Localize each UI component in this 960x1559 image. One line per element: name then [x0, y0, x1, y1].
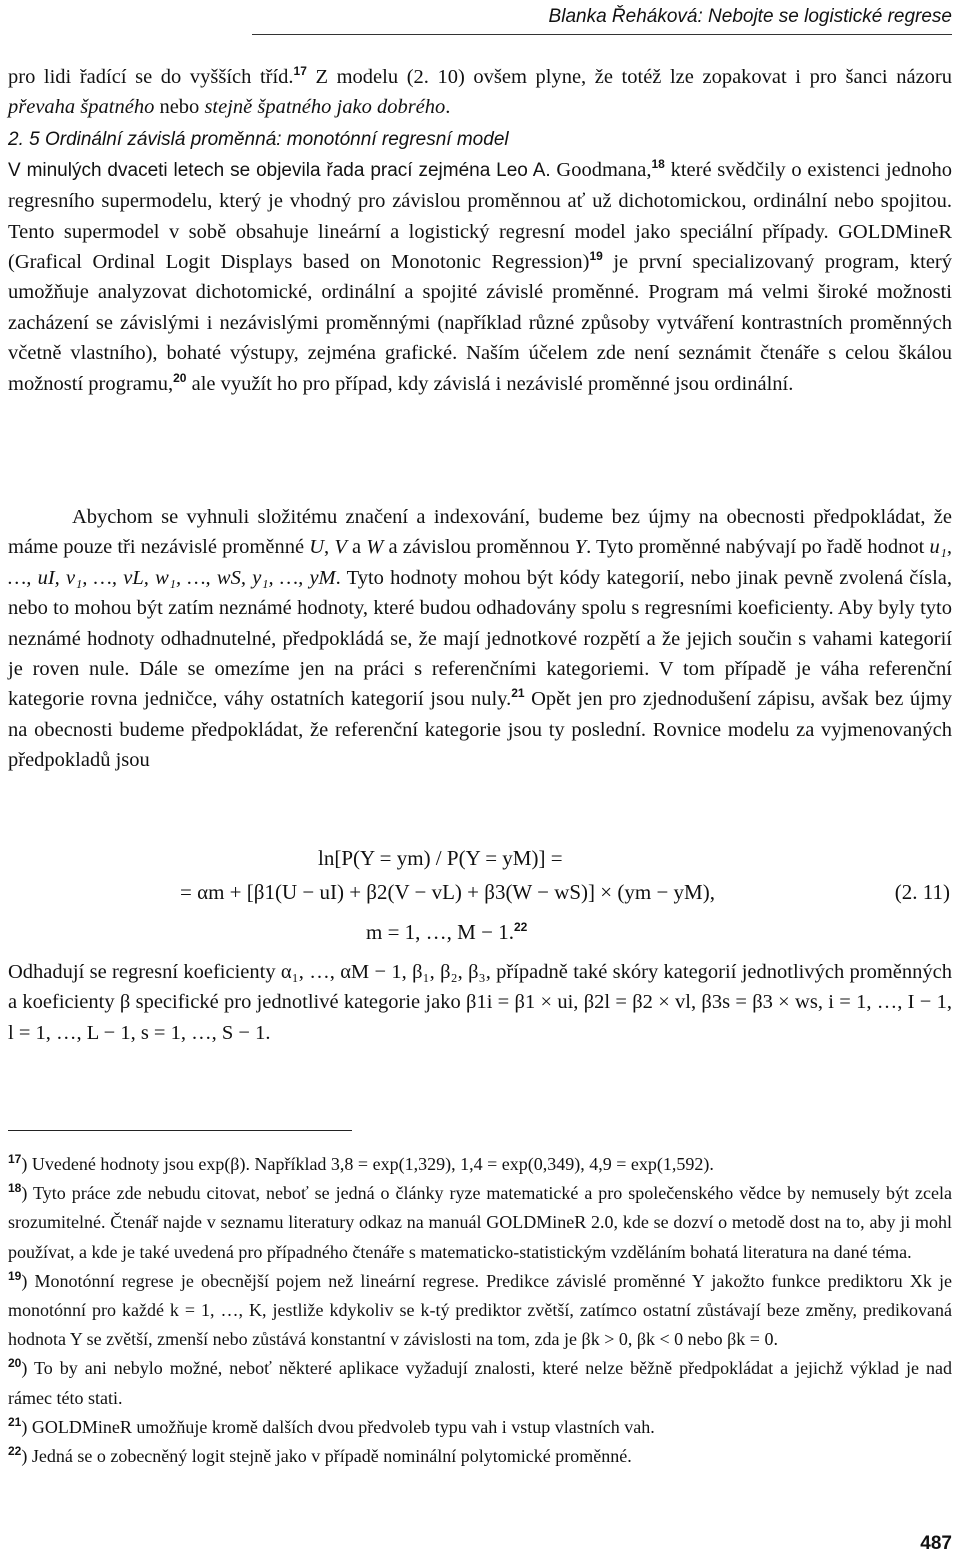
footnote-ref-22[interactable]: 22 [513, 920, 528, 934]
paragraph-1 [8, 155, 952, 399]
paragraph-1-text-2: které svědčily o existenci jednoho regresního supermodelu, který je vhodný pro závislou proměnnou ať už dichotomickou, ordinální nebo spojitou. Tento supermodel v sobě obsahuje lineární a logistický regresní model jako speciální případy. GOLDMineR (Grafical Ordinal Logit Displays based on Monotonic Regression) [8, 158, 952, 274]
footnote-text: ) Jedná se o zobecněný logit stejně jako v případě nominální polytomické proměnné. [21, 1446, 632, 1467]
footnote-21 [8, 1413, 952, 1442]
footnote-text: ) To by ani nebylo možné, neboť některé aplikace vyžadují znalosti, které nelze běžně předpokládat a jejichž výklad je nad rámec této stati. [8, 1358, 952, 1408]
paragraph-1-text: Goodmana, [550, 158, 652, 181]
footnote-17 [8, 1150, 952, 1179]
variable-u: U [309, 536, 325, 559]
equation-line-3-text: m = 1, …, M − 1. [366, 920, 514, 944]
intro-text: pro lidi řadící se do vyšších tříd. [8, 66, 294, 88]
variable-values: u₁, …, uI, v₁, …, vL, w₁, …, wS, y₁, …, yM [8, 536, 953, 589]
intro-emphasis-1: převaha špatného [8, 96, 155, 119]
paragraph-1-text-3: je první specializovaný program, který umožňuje analyzovat dichotomické, ordinální a spojité závislé proměnné. Program má velmi široké možnosti zacházení se závislými i nezávislými proměnnými (například různé způsoby vytváření kontrastních proměnných včetně vlastního), bohaté výstupy, zejména grafické. Naším účelem zde není seznámit čtenáře s celou škálou možností programu, [8, 251, 952, 395]
paragraph-3-text: Odhadují se regresní koeficienty α₁, …, αM − 1, β₁, β₂, β₃, případně také skóry kategorií jednotlivých proměnných a koeficienty β specifické pro jednotlivé kategorie jako β1i = β1 × ui, β2l = β2 × vl, β3s = β3 × ws, i = 1, …, I − 1, l = 1, …, L − 1, s = 1, …, S − 1. [8, 961, 952, 1044]
equation-line-3 [366, 920, 527, 945]
footnote-ref-17[interactable]: 17 [293, 64, 307, 79]
equation-number: (2. 11) [894, 880, 950, 904]
footnote-text: ) GOLDMineR umožňuje kromě dalších dvou předvoleb typu vah i vstup vlastních vah. [21, 1416, 655, 1437]
paragraph-1-text-4: ale využít ho pro případ, kdy závislá i nezávislé proměnné jsou ordinální. [186, 372, 794, 395]
paragraph-2-text-4: . Tyto proměnné nabývají po řadě hodnot [586, 536, 930, 559]
footnote-number: 18 [8, 1181, 22, 1196]
footnote-number: 20 [8, 1356, 22, 1371]
footnote-number: 22 [8, 1444, 22, 1459]
footnote-ref-20[interactable]: 20 [173, 370, 187, 385]
footnote-number: 21 [8, 1414, 22, 1429]
variable-y: Y [574, 536, 587, 559]
equation-line-2: = αm + [β1(U − uI) + β2(V − vL) + β3(W − wS)] × (ym − yM), [180, 880, 715, 904]
footnote-22 [8, 1442, 952, 1471]
equation-line-1: ln[P(Y = ym) / P(Y = yM)] = [318, 846, 563, 870]
paragraph-3 [8, 957, 952, 1048]
paragraph-2-text-2: a [346, 536, 367, 559]
intro-text-4: . [445, 96, 451, 119]
variable-v: V [334, 536, 347, 559]
footnote-separator [8, 1130, 352, 1131]
running-header: Blanka Řeháková: Nebojte se logistické regrese [252, 6, 952, 35]
footnotes [8, 1150, 952, 1471]
intro-text-2: Z modelu (2. 10) ovšem plyne, že totéž lze zopakovat i pro šanci názoru [306, 66, 952, 88]
footnote-text: ) Uvedené hodnoty jsou exp(β). Například 3,8 = exp(1,329), 1,4 = exp(0,349), 4,9 = exp(1,592). [21, 1154, 714, 1174]
intro-emphasis-2: stejně špatného jako dobrého [204, 96, 446, 119]
paragraph-2-text-5: . Tyto hodnoty mohou být kódy kategorií, nebo jinak pevně zvolená čísla, nebo to mohou být zatím neznámé hodnoty, které budou odhadovány spolu s regresními koeficienty. Aby byly tyto neznámé hodnoty odhadnutelné, předpokládá se, že mají jednotkové rozpětí a že jejich součin s vahami kategorií je roven nule. Dále se omezíme jen na práci s referenčními kategoriemi. V tom případě je váha referenční kategorie rovna jedničce, váhy ostatních kategorií jsou nuly. [8, 566, 952, 711]
section-heading: 2. 5 Ordinální závislá proměnná: monotónní regresní model [8, 128, 509, 150]
paragraph-1-start: V minulých dvaceti letech se objevila řada prací zejména Leo A. [8, 159, 551, 181]
footnote-number: 19 [8, 1268, 22, 1283]
footnote-ref-18[interactable]: 18 [651, 156, 665, 171]
variable-w: W [366, 536, 384, 559]
paragraph-2 [8, 502, 952, 776]
page-number: 487 [920, 1533, 952, 1554]
footnote-number: 17 [8, 1152, 22, 1166]
paragraph-2-text: Abychom se vyhnuli složitému značení a indexování, budeme bez újmy na obecnosti předpokládat, že máme pouze tři nezávislé proměnné [8, 506, 952, 559]
paragraph-2-text-6: Opět jen pro zjednodušení zápisu, avšak bez újmy na obecnosti budeme předpokládat, že referenční kategorie jsou ty poslední. Rovnice modelu za vyjmenovaných předpokladů jsou [8, 688, 952, 772]
intro-text-3: nebo [154, 96, 205, 119]
footnote-20 [8, 1354, 952, 1412]
comma: , [324, 536, 335, 559]
footnote-19 [8, 1267, 952, 1355]
footnote-text: ) Monotónní regrese je obecnější pojem než lineární regrese. Predikce závislé proměnné Y jakožto funkce prediktoru Xk je monotónní pro každé k = 1, …, K, jestliže kdykoliv se k-tý prediktor zvětší, zatímco ostatní zůstávají beze změny, predikovaná hodnota Y se zvětší, zmenší nebo zůstává konstantní v závislosti na tom, zda je βk > 0, βk < 0 nebo βk = 0. [8, 1270, 952, 1350]
footnote-ref-21[interactable]: 21 [511, 686, 525, 701]
footnote-ref-19[interactable]: 19 [589, 249, 603, 264]
footnote-text: ) Tyto práce zde nebudu citovat, neboť se jedná o články ryze matematické a pro společenského vědce by nemusely být zcela srozumitelné. Čtenář najde v seznamu literatury odkaz na manuál GOLDMineR 2.0, kde se dozví o metodě dost na to, aby ji mohl používat, a kde je také uvedená pro případného čtenáře s matematicko-statistickým vzděláním bohatá literatura na dané téma. [8, 1183, 952, 1262]
footnote-18 [8, 1179, 952, 1267]
intro-paragraph [8, 62, 952, 399]
paragraph-2-text-3: a závislou proměnnou [383, 536, 575, 559]
